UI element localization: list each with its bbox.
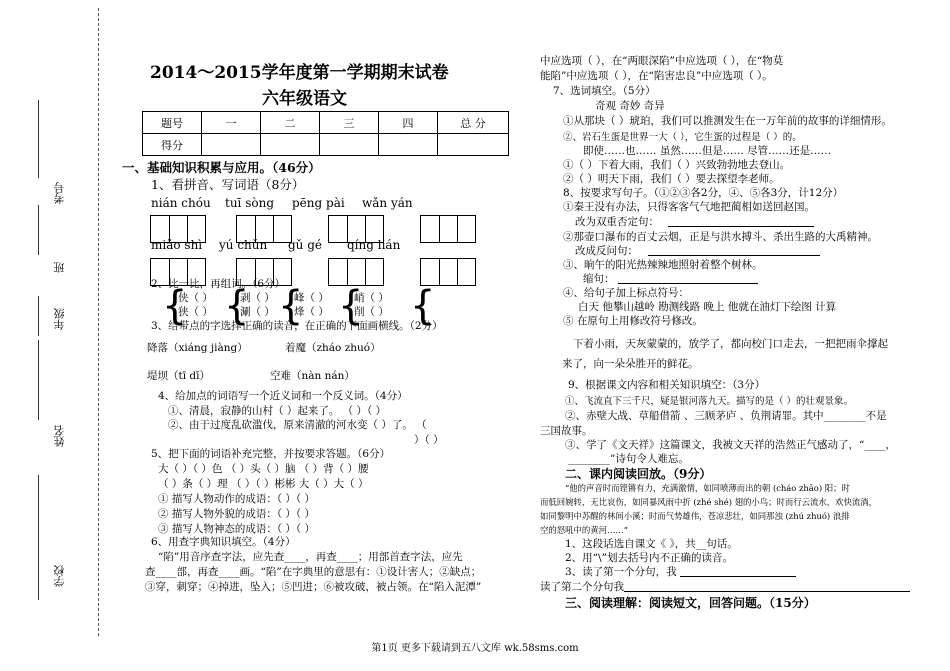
q8-item-5-text-2: 来了，向一朵朵胜开的鲜花。 — [562, 358, 699, 370]
q6-cont-line-1: 中应选项（ ），在“两眼深陷”中应选项（ ），在“物莫 — [540, 55, 784, 67]
q5-item-b: ② 描写人物外貌的成语：（ ）（ ） — [158, 508, 316, 520]
reading-q3-tail: 读了第二个分句我 — [540, 581, 624, 593]
score-row-label: 得分 — [143, 134, 202, 156]
score-header-cell: 一 — [202, 112, 261, 134]
q4-item-1: ①、清晨，寂静的山村（ ）起来了。 （ ）（ ） — [168, 405, 387, 417]
q3-item-d[interactable]: 空难（nàn nán） — [270, 370, 355, 382]
q5-row-1: 大（ ）（ ）色 （ ）头（ ）脑 （ ）背（ ）腰 — [158, 463, 369, 475]
grade-field[interactable] — [38, 296, 39, 336]
q7-word-options: 奇观 奇妙 奇异 — [595, 100, 665, 112]
answer-line[interactable] — [618, 283, 758, 284]
reading-q1: 1、这段话选自课文《 》，共__句话。 — [565, 538, 738, 550]
q6-line-1: “陷”用音序查字法，应先查____，再查____；用部首查字法，应先 — [158, 551, 463, 563]
school-field[interactable] — [38, 475, 39, 600]
answer-line[interactable] — [668, 226, 814, 227]
name-field[interactable] — [38, 340, 39, 420]
q2-word: 峰（ ） — [294, 292, 329, 304]
reading-line-3: 如同黎明中苏醒的林间小溪；时而气势雄伟，苍凉悲壮，如同那浊 (zhú zhuó) 浪排 — [540, 511, 850, 521]
q8-item-3-prompt: 缩句： — [583, 273, 615, 285]
pinyin-7: gǔ gé — [288, 238, 323, 252]
exam-subtitle: 六年级语文 — [262, 89, 347, 109]
q2-word: 烽（ ） — [294, 306, 329, 318]
answer-line[interactable] — [648, 255, 820, 256]
answer-grid[interactable] — [420, 258, 476, 286]
exam-no-field[interactable] — [38, 100, 39, 178]
q2-word: 剥（ ） — [240, 292, 275, 304]
q9-item-1: ①、飞流直下三千尺，疑是银河落九天。描写的是（ ）的壮观景象。 — [565, 396, 854, 407]
q3-item-c[interactable]: 堤坝（tī dī） — [147, 370, 210, 382]
section-2-heading: 二、课内阅读回放。（9分） — [565, 467, 712, 481]
q7-item-4: ②（ ）明天下雨，我们（ ）要去探望李老师。 — [563, 173, 780, 185]
binding-line — [98, 8, 99, 636]
margin-name-label: 姓名 — [53, 425, 66, 447]
answer-line[interactable] — [624, 591, 910, 592]
page-footer: 第1页 更多下载请到五八文库 wk.58sms.com — [371, 643, 579, 654]
q3-item-b[interactable]: 着魔（zháo zhuó） — [285, 342, 381, 354]
score-cell-1[interactable] — [202, 134, 261, 156]
answer-grid[interactable] — [328, 258, 384, 286]
pinyin-5: miǎo shì — [151, 238, 203, 252]
pinyin-6: yú chǔn — [219, 238, 268, 252]
section-1-heading: 一、基础知识积累与应用。（46分） — [122, 160, 321, 175]
q8-item-3: ③、晌午的阳光热辣辣地照射着整个树林。 — [563, 259, 763, 271]
brace-icon: { — [224, 283, 250, 329]
pinyin-1: nián chóu — [151, 196, 211, 210]
q7-item-1: ①从那块（ ）琥珀，我们可以推测发生在一万年前的故事的详细情形。 — [563, 115, 892, 127]
score-cell-2[interactable] — [261, 134, 320, 156]
q7-heading: 7、选词填空。（5分） — [553, 85, 656, 97]
reading-line-2: 而低回婉转，无比哀伤，如同暴风雨中折 (zhé shé) 翅的小鸟；时而行云流水，欢快流淌， — [540, 497, 878, 507]
score-header-cell: 二 — [261, 112, 320, 134]
q2-heading: 2、比一比，再组词。（6分） — [151, 278, 286, 290]
reading-q3: 3、读了第一个分句，我 — [565, 566, 677, 578]
score-cell-3[interactable] — [320, 134, 379, 156]
q6-heading: 6、用查字典知识填空。（4分） — [151, 536, 296, 548]
score-header-cell: 三 — [320, 112, 379, 134]
brace-icon: { — [278, 283, 304, 329]
score-table-score-row — [143, 134, 509, 156]
q2-word: 削（ ） — [354, 306, 389, 318]
margin-school-label: 学校 — [53, 565, 66, 587]
margin-class-label: 班 — [53, 262, 66, 273]
reading-q2: 2、用“\”划去括号内不正确的读音。 — [565, 552, 733, 564]
q8-item-1-prompt: 改为双重否定句： — [575, 216, 659, 228]
score-table — [142, 111, 509, 156]
q8-item-5: ⑤ 在原句上用修改符号修改。 — [563, 315, 703, 327]
section-3-heading: 三、阅读理解：阅读短文，回答问题。（15分） — [565, 596, 816, 610]
pinyin-8: qíng lián — [347, 238, 401, 252]
brace-icon: { — [410, 283, 436, 329]
score-table-header-row — [143, 112, 509, 134]
q9-heading: 9、根据课文内容和相关知识填空：（3分） — [568, 379, 766, 391]
pinyin-2: tuī sòng — [225, 196, 274, 210]
q7-item-2: ②、岩石生蛋是世界一大（ ），它生蛋的过程是（ ）的。 — [563, 132, 802, 143]
q5-row-2: （ ）条（ ）理 （ ）（ ）彬彬 大（ ）大（ ） — [158, 478, 369, 490]
reading-line-1: “他的声音时而铿锵有力，充满激情，如同喷薄而出的朝 (cháo zhāo) 阳；时 — [565, 483, 850, 493]
q4-item-2-tail: ）（ ） — [414, 434, 444, 446]
q6-cont-line-2: 能陷”中应选项（ ），在“陷害忠良”中应选项（ ）。 — [540, 70, 773, 82]
q2-word: 侠（ ） — [178, 292, 213, 304]
pinyin-3: pēng pài — [292, 196, 345, 210]
q5-item-a: ① 描写人物动作的成语：（ ）（ ） — [158, 493, 316, 505]
pinyin-4: wǎn yán — [362, 196, 413, 210]
q5-item-c: ③ 描写人物神态的成语：（ ）（ ） — [158, 523, 316, 535]
score-cell-4[interactable] — [379, 134, 438, 156]
q2-word: 狭（ ） — [178, 306, 213, 318]
q6-line-2: 查____部，再查____画。“陷”在字典里的意思有：①设计害人；②缺点； — [145, 566, 482, 578]
q9-item-2-tail: 三国故事。 — [540, 425, 593, 437]
q2-word: 峭（ ） — [354, 292, 389, 304]
q9-item-3: ③、学了《文天祥》这篇课文，我被文天祥的浩然正气感动了，“____， — [565, 439, 896, 451]
q8-item-2-prompt: 改成反问句： — [575, 245, 638, 257]
brace-icon: { — [338, 283, 364, 329]
q2-word: 涮（ ） — [240, 306, 275, 318]
answer-line[interactable] — [680, 576, 796, 577]
q8-item-1: ①秦王没有办法，只得客客气气地把蔺相如送回赵国。 — [563, 201, 815, 213]
q3-item-a[interactable]: 降落（xiáng jiàng） — [147, 342, 248, 354]
q8-item-4-text: 白天 他攀山越岭 勘测线路 晚上 他就在油灯下绘图 计算 — [578, 301, 837, 313]
score-cell-total[interactable] — [438, 134, 509, 156]
score-header-cell: 四 — [379, 112, 438, 134]
q5-heading: 5、把下面的词语补充完整，并按要求答题。（6分） — [151, 448, 391, 460]
answer-grid[interactable] — [420, 215, 476, 243]
q9-item-3-tail: ________”诗句令人难忘。 — [568, 453, 689, 465]
q8-heading: 8、按要求写句子。（①②③各2分，④、⑤各3分，计12分） — [563, 187, 844, 199]
exam-title: 2014～2015学年度第一学期期末试卷 — [150, 63, 449, 83]
q8-item-4: ④、给句子加上标点符号： — [563, 287, 689, 299]
margin-grade-label: 年级 — [53, 308, 66, 330]
q4-item-2: ②、由于过度乱砍滥伐，原来清澈的河水变（ ）了。 （ — [168, 419, 427, 431]
brace-icon: { — [162, 283, 188, 329]
margin-exam-no-label: 考号 — [53, 182, 66, 204]
q4-heading: 4、给加点的词语写一个近义词和一个反义词。（4分） — [158, 390, 408, 402]
q6-line-3: ③穿，刺穿；④掉进，坠入；⑤凹进；⑥被攻破，被占领。在“陷入泥潭” — [145, 581, 482, 593]
score-header-cell: 题号 — [143, 112, 202, 134]
q3-heading: 3、给带点的字选择正确的读音，在正确的下面画横线。（2分） — [151, 320, 443, 332]
reading-line-4: 空的怒吼中的黄河……” — [540, 525, 629, 535]
q1-heading: 1、看拼音、写词语（8分） — [151, 177, 305, 192]
q8-item-2: ②那壶口瀑布的百丈云烟，正是与洪水搏斗、杀出生路的大禹精神。 — [563, 231, 878, 243]
q9-item-2: ②、赤壁大战、草船借箭 、三顾茅庐 、负荆请罪。其中________不是 — [565, 410, 887, 422]
score-header-cell: 总 分 — [438, 112, 509, 134]
q7-item-3: ①（ ）下着大雨，我们（ ）兴致勃勃地去登山。 — [563, 159, 791, 171]
q7-conjunctions: 即使……也…… 虽然……但是…… 尽管……还是…… — [583, 145, 832, 157]
class-field[interactable] — [38, 205, 39, 255]
q8-item-5-text-1: 下着小雨，天灰蒙蒙的，放学了，都向校门口走去，一把把雨伞撑起 — [573, 338, 888, 350]
